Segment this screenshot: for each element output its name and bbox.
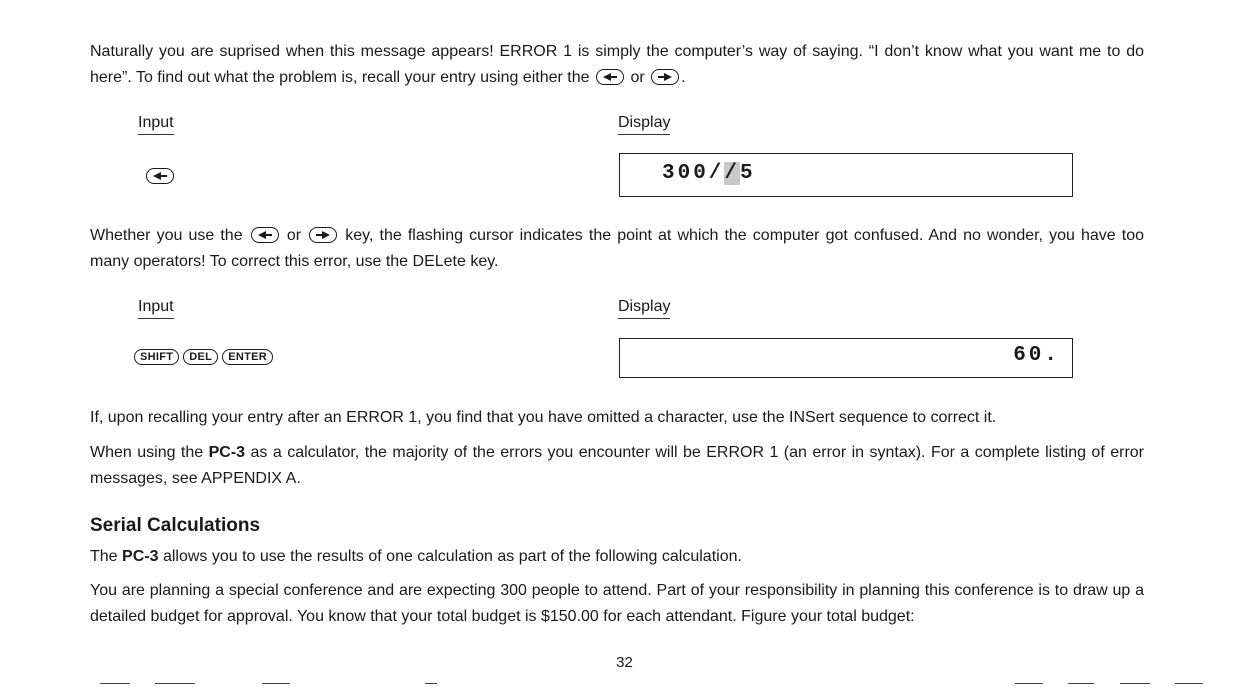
example1-display — [619, 153, 1073, 197]
footer-rule — [1120, 683, 1150, 684]
cursor-paragraph: Whether you use the or key, the flashing cursor indicates the point at which the computer got confused. And no wonder, you have too many operators! To correct this error, use the DELete key. — [90, 227, 1145, 270]
footer-rule — [425, 683, 437, 684]
enter-key: ENTER — [222, 349, 273, 365]
serial-intro-paragraph: The PC-3 allows you to use the results of one calculation as part of the following calculation. — [90, 548, 742, 565]
flashing-cursor: / — [724, 162, 741, 185]
footer-rule — [262, 683, 290, 684]
intro-or: or — [630, 69, 645, 86]
example2-key-sequence — [132, 349, 275, 367]
intro-text: Naturally you are suprised when this message appears! ERROR 1 is simply the computer’s way of saying. “I don’t know what you want me to do here”. To find out what the problem is, recall your entry using either the — [90, 43, 1144, 86]
footer-rule — [1175, 683, 1203, 684]
example1-left-arrow-key-icon — [146, 168, 174, 184]
page-number: 32 — [616, 654, 633, 671]
footer-rule — [1068, 683, 1094, 684]
example1-display-label: Display — [618, 113, 670, 135]
intro-end: . — [681, 69, 686, 86]
insert-paragraph: If, upon recalling your entry after an ERROR 1, you find that you have omitted a character, use the INSert sequence to correct it. — [90, 409, 997, 426]
budget-paragraph: You are planning a special conference and are expecting 300 people to attend. Part of your responsibility in planning this conference is to draw up a detailed budget for approval. You know that your total budget is $150.00 for each attendant. Figure your total budget: — [90, 582, 1144, 625]
example2-display-label: Display — [618, 297, 670, 319]
example2-display — [619, 338, 1073, 378]
right-arrow-key-icon — [309, 227, 337, 243]
example2-input-label: Input — [138, 297, 174, 319]
footer-rule — [1015, 683, 1043, 684]
section-heading: Serial Calculations — [90, 515, 261, 536]
example1-display-value: 300//5 — [662, 162, 756, 185]
intro-paragraph — [90, 39, 1144, 91]
pc3-model-name: PC-3 — [122, 548, 159, 565]
right-arrow-key-icon — [651, 69, 679, 85]
del-key: DEL — [183, 349, 218, 365]
footer-rule — [100, 683, 130, 684]
syntax-paragraph: When using the PC-3 as a calculator, the majority of the errors you encounter will be ERROR 1 (an error in syntax). For a complete listing of error messages, see APPENDIX A. — [90, 444, 1145, 487]
shift-key: SHIFT — [134, 349, 179, 365]
pc3-model-name: PC-3 — [208, 444, 246, 461]
left-arrow-key-icon — [251, 227, 279, 243]
left-arrow-key-icon — [596, 69, 624, 85]
example2-display-value: 60. — [1013, 344, 1060, 367]
example1-input-label: Input — [138, 113, 174, 135]
footer-rule — [155, 683, 195, 684]
